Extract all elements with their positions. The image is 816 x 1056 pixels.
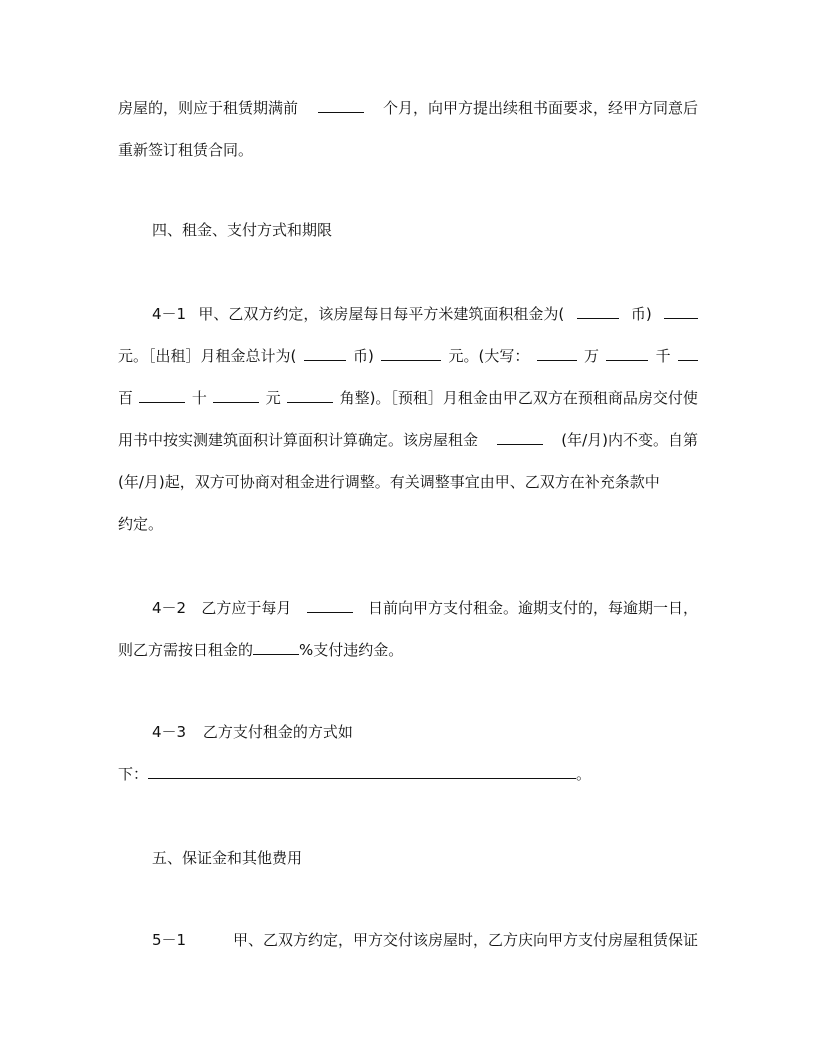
section-heading bbox=[152, 848, 816, 868]
clause-number: 4－3 bbox=[152, 723, 187, 741]
clause-4-3-line bbox=[152, 722, 816, 742]
text-segment: %支付违约金。 bbox=[299, 641, 404, 659]
section-heading bbox=[152, 220, 816, 240]
fill-in-blank bbox=[537, 346, 577, 361]
text-segment: 币) bbox=[630, 305, 652, 323]
fill-in-blank bbox=[381, 346, 441, 361]
clause-4-3-line bbox=[118, 764, 816, 784]
text-segment: 重新签订租赁合同。 bbox=[118, 141, 254, 159]
text-segment: 房屋的，则应于租赁期满前 bbox=[118, 99, 299, 117]
text-segment: 乙方支付租金的方式如 bbox=[202, 723, 353, 741]
text-line bbox=[118, 98, 698, 118]
text-segment: (年/月)内不变。自第 bbox=[561, 431, 698, 449]
fill-in-blank bbox=[307, 598, 353, 613]
heading-text: 四、租金、支付方式和期限 bbox=[152, 221, 333, 239]
text-segment: 百 bbox=[118, 389, 134, 407]
text-segment: 下： bbox=[118, 765, 149, 783]
clause-4-2-line bbox=[118, 640, 816, 660]
text-segment: 元 bbox=[265, 389, 281, 407]
fill-in-blank bbox=[213, 388, 259, 403]
text-segment: 十 bbox=[191, 389, 207, 407]
fill-in-blank bbox=[664, 304, 698, 319]
text-segment: 乙方应于每月 bbox=[201, 599, 292, 617]
text-segment: 角整)。［预租］月租金由甲乙双方在预租商品房交付使 bbox=[339, 389, 698, 407]
fill-in-blank bbox=[287, 388, 333, 403]
fill-in-blank bbox=[577, 304, 619, 319]
fill-in-blank bbox=[606, 346, 648, 361]
text-segment: 万 bbox=[583, 347, 599, 365]
heading-text: 五、保证金和其他费用 bbox=[152, 849, 303, 867]
fill-in-blank bbox=[139, 388, 185, 403]
clause-number: 4－2 bbox=[152, 599, 187, 617]
clause-4-1-line bbox=[118, 430, 698, 450]
clause-5-1-line bbox=[152, 930, 698, 950]
fill-in-blank bbox=[304, 346, 346, 361]
text-segment: 甲、乙双方约定，甲方交付该房屋时，乙方庆向甲方支付房屋租赁保证 bbox=[232, 931, 698, 949]
clause-number: 5－1 bbox=[152, 931, 187, 949]
clause-4-1-line bbox=[118, 514, 816, 534]
clause-4-1-line bbox=[152, 304, 698, 324]
fill-in-blank bbox=[318, 98, 364, 113]
text-segment: 元。(大写： bbox=[448, 347, 530, 365]
clause-4-1-line bbox=[118, 346, 698, 366]
fill-in-blank bbox=[678, 346, 698, 361]
text-segment: 。 bbox=[576, 765, 592, 783]
text-segment: 个月，向甲方提出续租书面要求，经甲方同意后 bbox=[382, 99, 698, 117]
text-segment: (年/月)起，双方可协商对租金进行调整。有关调整事宜由甲、乙双方在补充条款中 bbox=[118, 473, 660, 491]
text-segment: 则乙方需按日租金的 bbox=[118, 641, 254, 659]
clause-4-1-line bbox=[118, 388, 698, 408]
text-segment: 千 bbox=[655, 347, 671, 365]
text-segment: 日前向甲方支付租金。逾期支付的，每逾期一日， bbox=[367, 599, 698, 617]
text-segment: 约定。 bbox=[118, 515, 164, 533]
text-segment: 元。［出租］月租金总计为( bbox=[118, 347, 297, 365]
text-segment: 甲、乙双方约定，该房屋每日每平方米建筑面积租金为( bbox=[198, 305, 565, 323]
fill-in-blank bbox=[148, 764, 576, 779]
fill-in-blank bbox=[497, 430, 543, 445]
clause-4-1-line bbox=[118, 472, 816, 492]
text-segment: 币) bbox=[352, 347, 374, 365]
clause-number: 4－1 bbox=[152, 305, 187, 323]
text-segment: 用书中按实测建筑面积计算面积计算确定。该房屋租金 bbox=[118, 431, 479, 449]
fill-in-blank bbox=[253, 640, 299, 655]
clause-4-2-line bbox=[152, 598, 698, 618]
text-line bbox=[118, 140, 816, 160]
